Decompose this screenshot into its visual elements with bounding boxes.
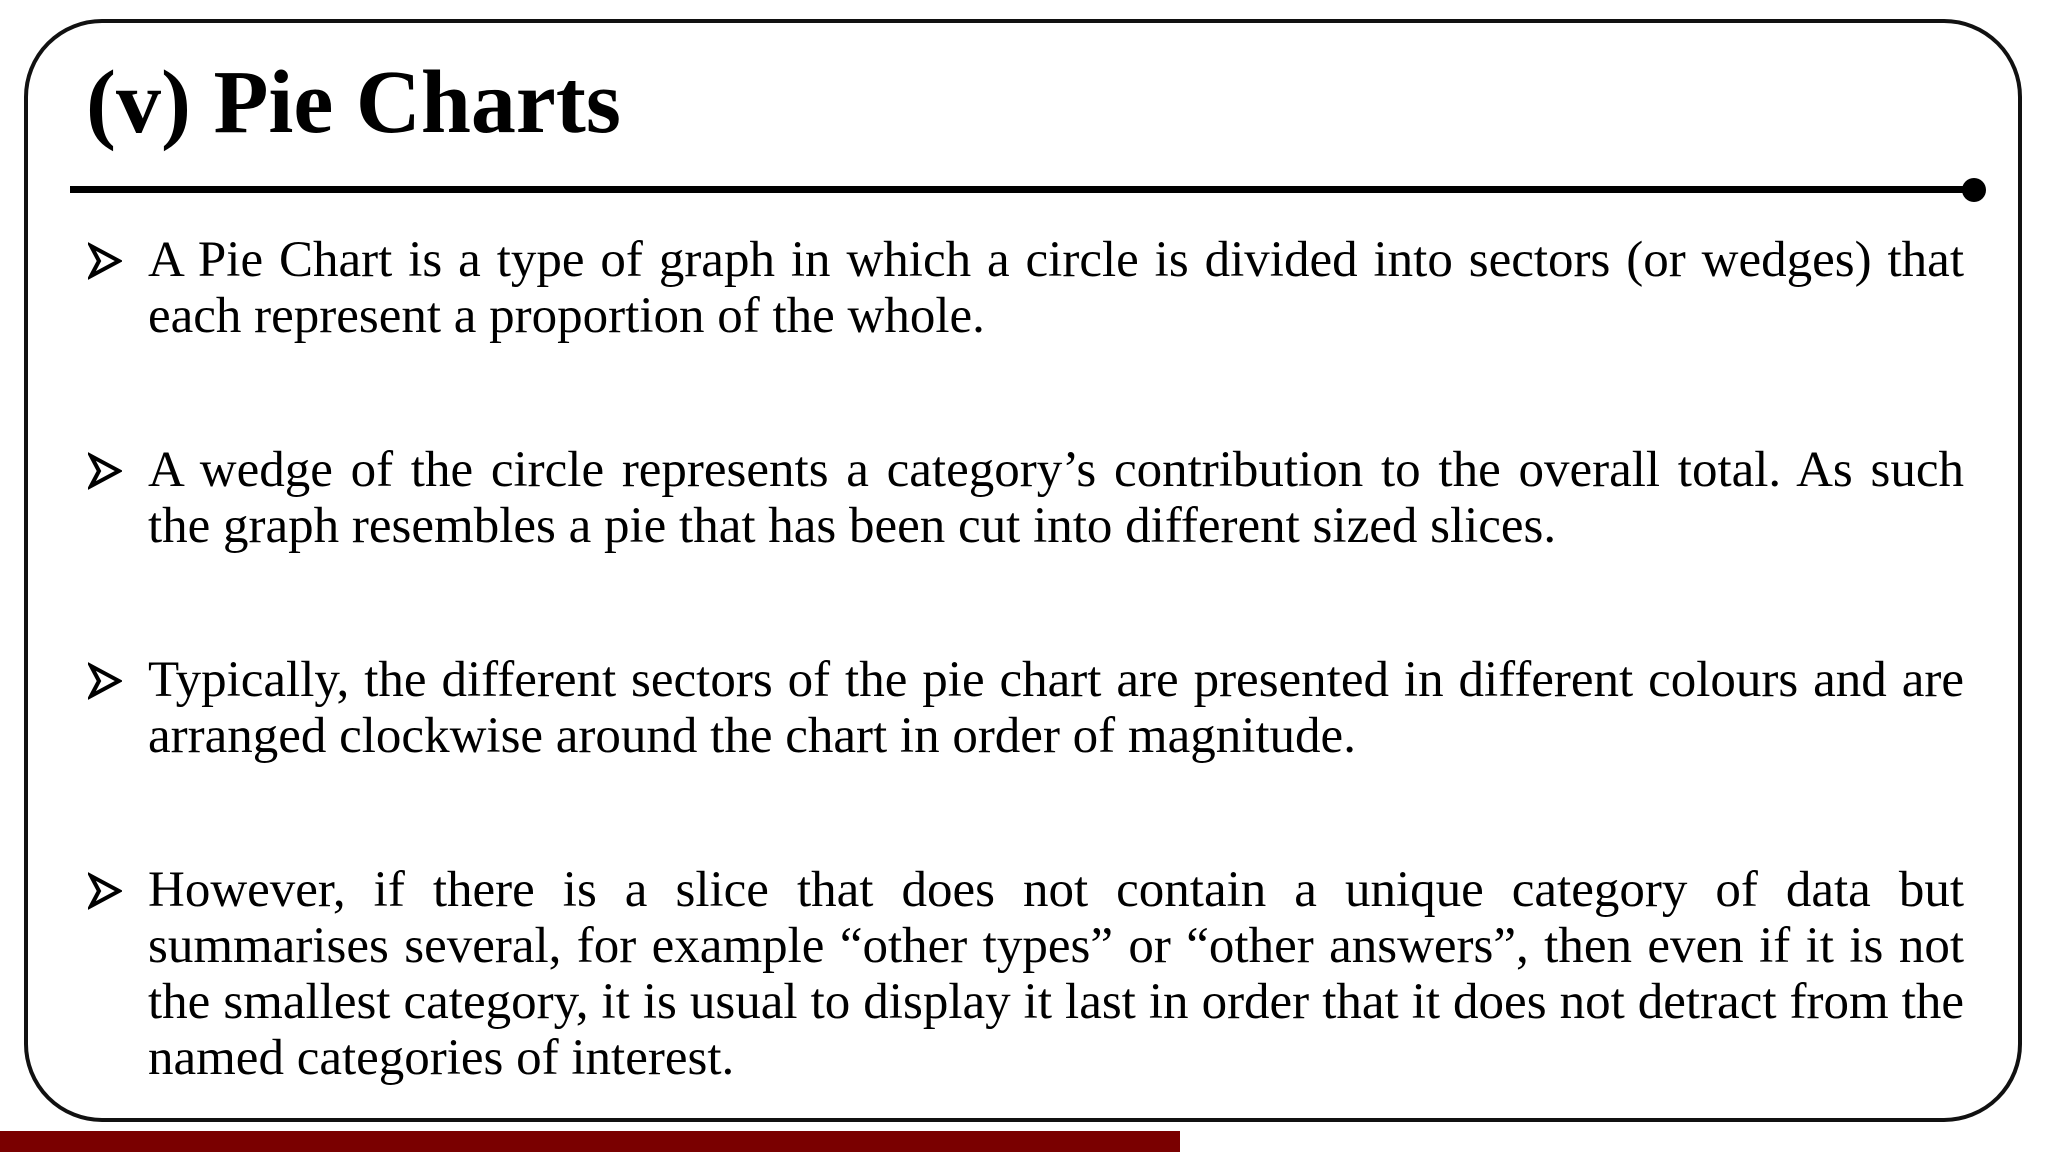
arrow-bullet-icon: [88, 448, 122, 494]
bullet-text: A wedge of the circle represents a category’s contribution to the overall total. As such the graph resembles a pie that has been cut into different sized slices.: [148, 442, 1964, 554]
slide-title: (v) Pie Charts: [86, 53, 621, 152]
title-divider: [70, 186, 1974, 193]
bullet-item: [88, 232, 1964, 344]
arrow-bullet-icon: [88, 868, 122, 914]
footer-accent-bar: [0, 1131, 1180, 1152]
bullet-item: [88, 442, 1964, 554]
arrow-bullet-icon: [88, 238, 122, 284]
bullet-text: Typically, the different sectors of the pie chart are presented in different colours and are arranged clockwise around the chart in order of magnitude.: [148, 652, 1964, 764]
divider-end-dot: [1962, 178, 1986, 202]
bullet-text: However, if there is a slice that does not contain a unique category of data but summarises several, for example “other types” or “other answers”, then even if it is not the smallest category, it is usual to display it last in order that it does not detract from the named categories of interest.: [148, 862, 1964, 1086]
bullet-item: [88, 652, 1964, 764]
bullet-item: [88, 862, 1964, 1086]
bullet-text: A Pie Chart is a type of graph in which a circle is divided into sectors (or wedges) that each represent a proportion of the whole.: [148, 232, 1964, 344]
arrow-bullet-icon: [88, 658, 122, 704]
